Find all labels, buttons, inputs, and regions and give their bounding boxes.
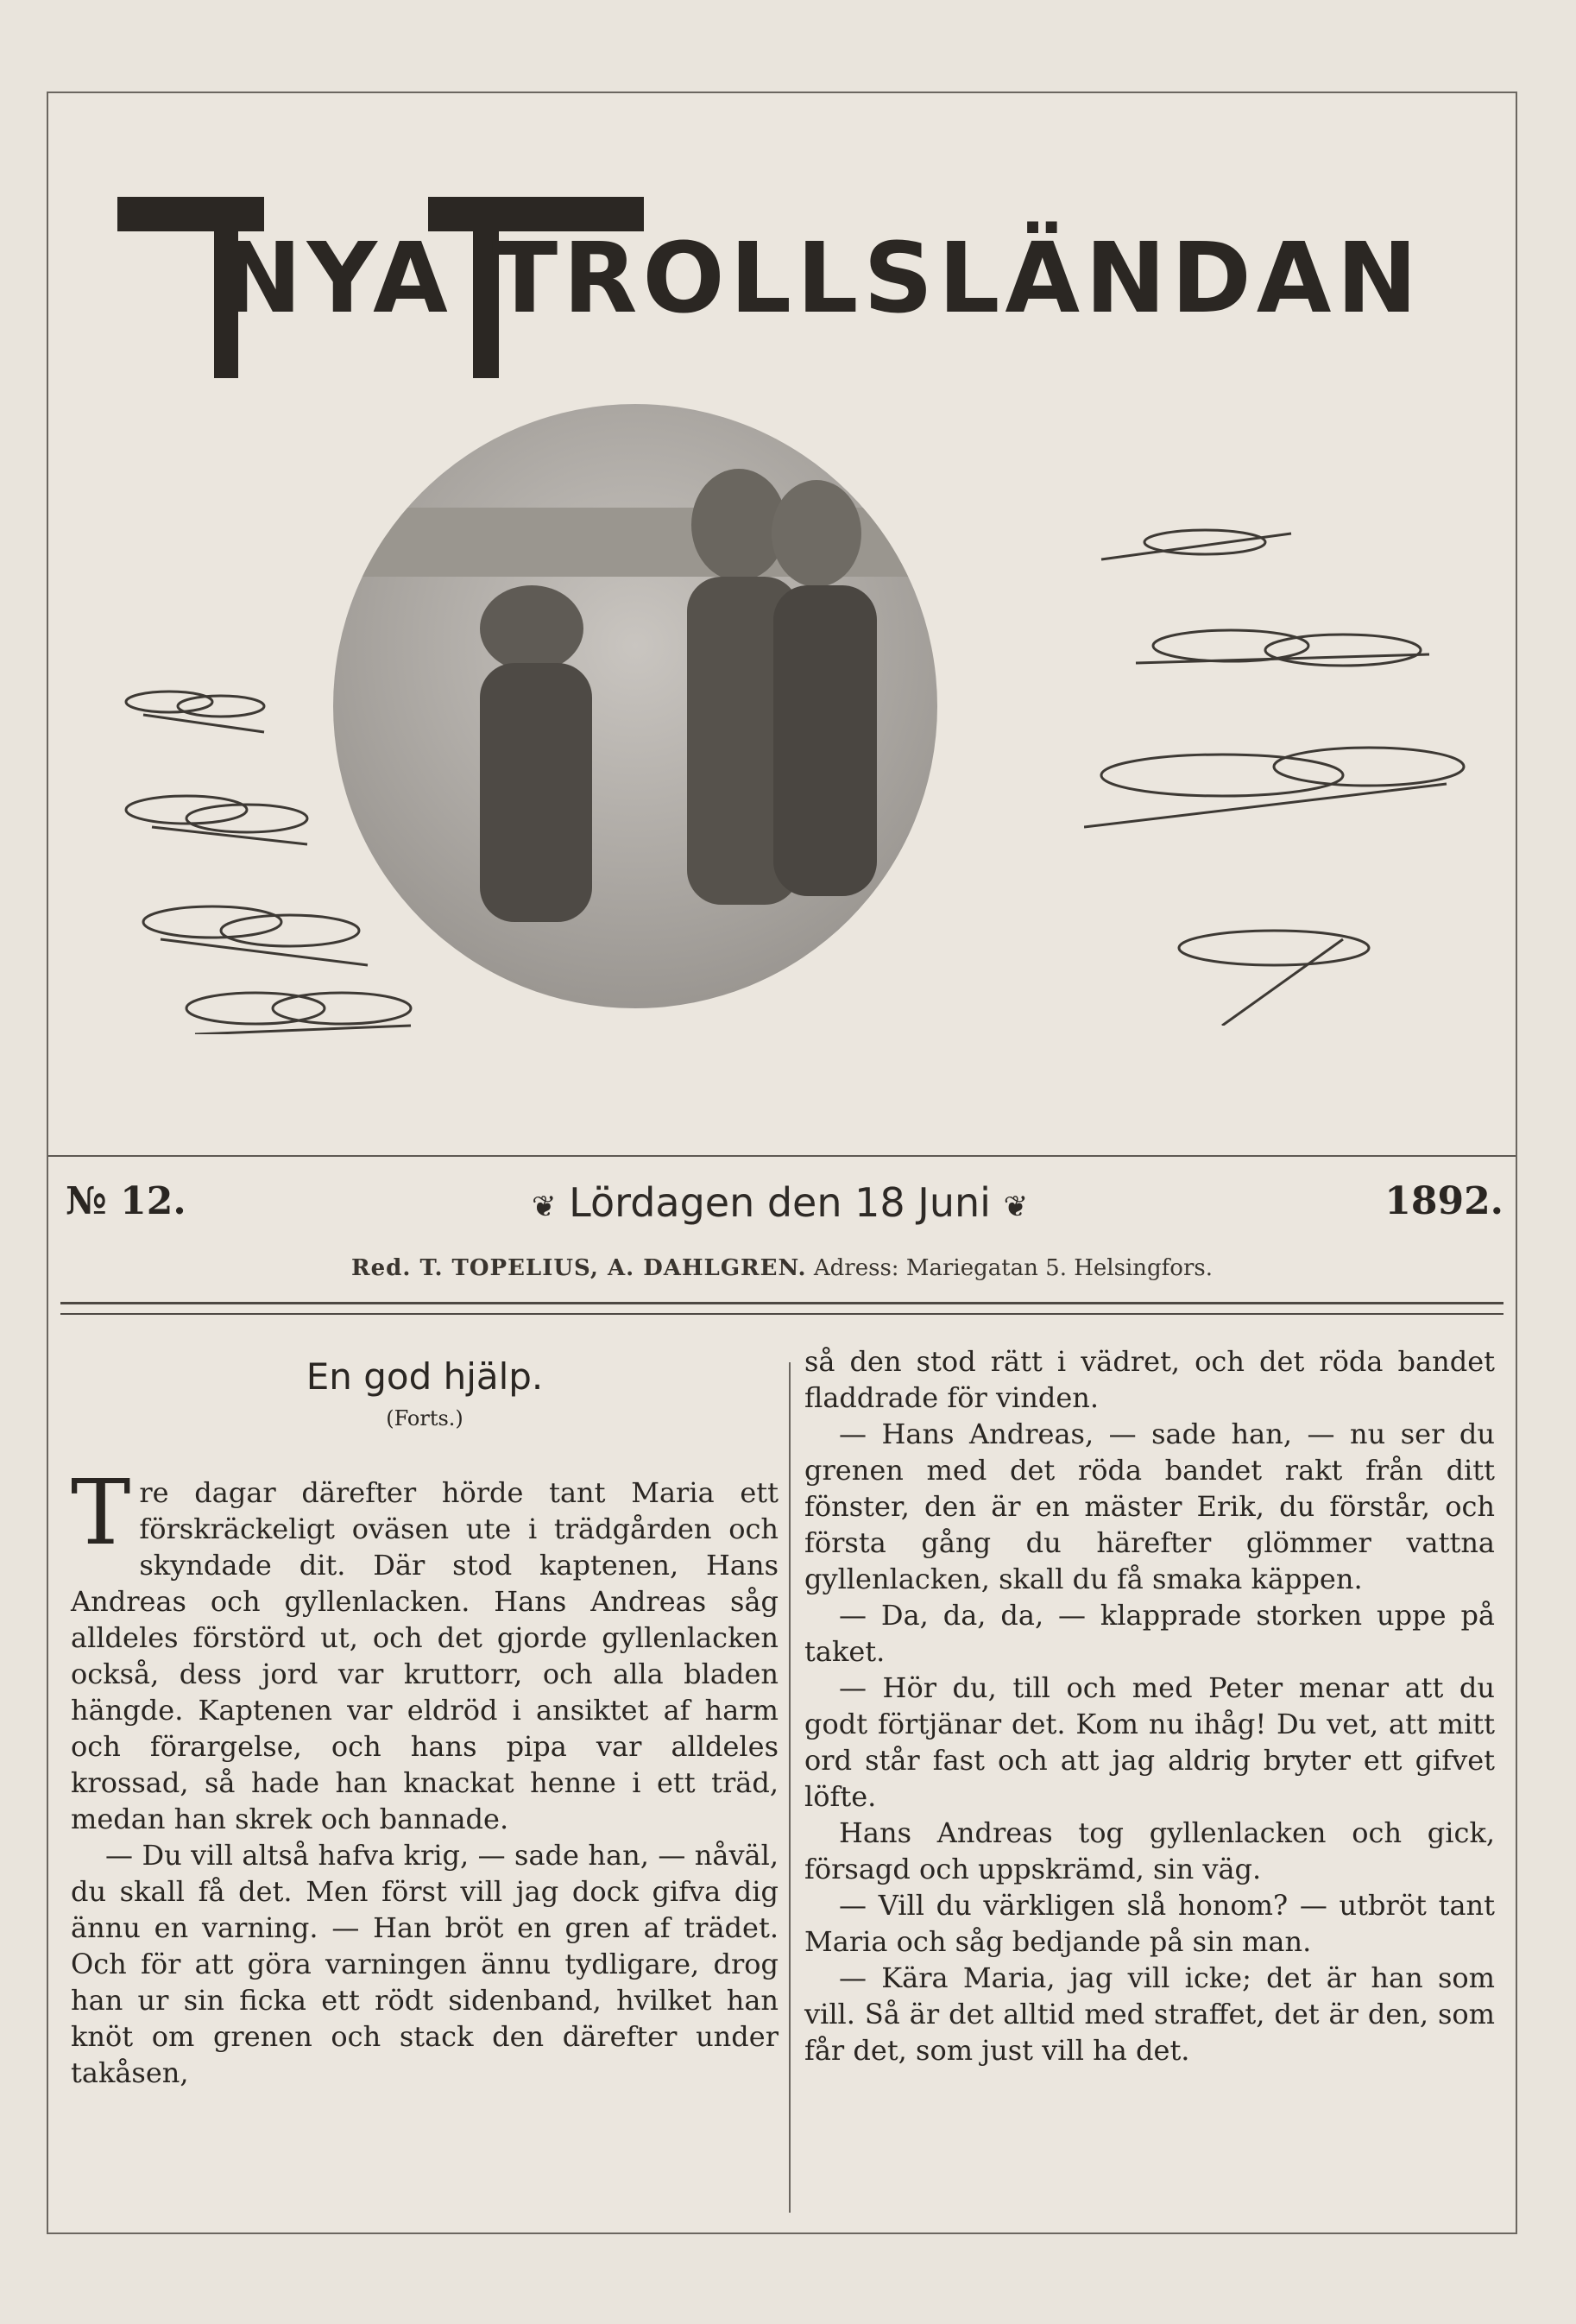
editors: Red. T. TOPELIUS, A. DAHLGREN. [351,1255,807,1281]
paragraph: — Hör du, till och med Peter menar att du godt förtjänar det. Kom nu ihåg! Du vet, att mitt ord står fast och att jag aldrig bryter ett gifvet löfte. [804,1671,1495,1813]
masthead-bottom-rule [48,1155,1516,1157]
story-title: En god hjälp. [306,1355,544,1398]
paragraph [71,1460,779,1837]
issue-date-text: Lördagen den 18 Juni [569,1179,991,1226]
ornament-right-icon: ❦ [1003,1190,1029,1224]
double-rule-divider [60,1302,1504,1315]
masthead [48,93,1516,1155]
paragraph-text: re dagar därefter hörde tant Maria ett förskräckeligt oväsen ute i trädgården och skyndade dit. Där stod kaptenen, Hans Andreas och gyllenlacken. Hans Andreas såg alldeles förstörd ut, och det gjorde gyllenlacken också, dess jord var kruttorr, och alla bladen hängde. Kaptenen var eldröd i ansiktet af harm och förargelse, och hans pipa var alldeles krossad, så hade han knackat henne i ett träd, medan han skrek och bannade. [71,1476,779,1835]
editorial-credits [48,1255,1516,1281]
dragonflies-right-art [1084,490,1498,1026]
masthead-title: NYA TROLLSLÄNDAN [221,223,1423,335]
paragraph: — Da, da, da, — klapprade storken uppe på taket. [804,1599,1495,1668]
paragraph: — Kära Maria, jag vill icke; det är han som vill. Så är det alltid med straffet, det är den, som får det, som just vill ha det. [804,1961,1495,2067]
article-column-left [71,1343,779,2091]
issue-year: 1892. [1384,1179,1504,1223]
ornament-left-icon: ❦ [532,1190,557,1224]
paragraph: så den stod rätt i vädret, och det röda bandet fladdrade för vinden. [804,1345,1495,1414]
newspaper-page [47,92,1517,2234]
paragraph: — Vill du värkligen slå honom? — utbröt tant Maria och såg bedjande på sin man. [804,1889,1495,1958]
paragraph: — Du vill altså hafva krig, — sade han, — nåväl, du skall få det. Men först vill jag dock gifva dig ännu en varning. — Han bröt en gren af trädet. Och för att göra varningen ännu tydligare, drog han ur sin ficka ett rödt sidenband, hvilket han knöt om grenen och stack den därefter under takåsen, [71,1839,779,2089]
issue-number: № 12. [66,1179,186,1223]
story-continued-note: (Forts.) [386,1406,463,1430]
dragonflies-left-art [66,482,445,1034]
article-column-right [804,1343,1495,2068]
paragraph: — Hans Andreas, — sade han, — nu ser du grenen med det röda bandet rakt från ditt fönster, den är en mäster Erik, du förstår, och första gång du härefter glömmer vattna gyllenlacken, skall du få smaka käppen. [804,1418,1495,1595]
address: Adress: Mariegatan 5. Helsingfors. [813,1255,1213,1281]
dateline [48,1179,1516,1248]
drop-cap: T [71,1460,131,1565]
issue-date [532,1179,1028,1226]
paragraph: Hans Andreas tog gyllenlacken och gick, försagd och uppskrämd, sin väg. [804,1816,1495,1885]
column-divider [789,1362,791,2213]
